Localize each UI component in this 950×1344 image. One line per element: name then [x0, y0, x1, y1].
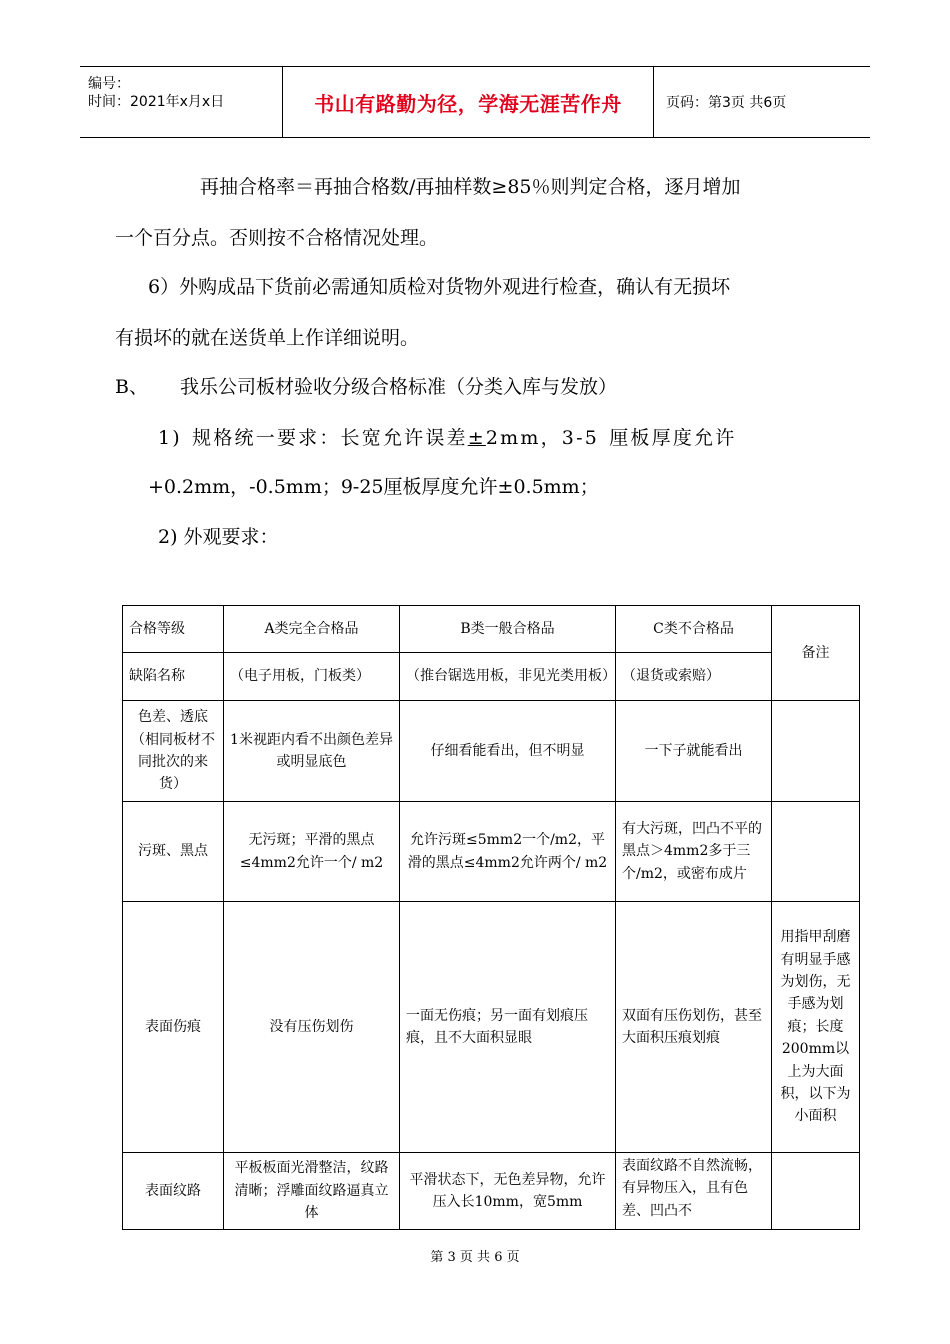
col-sub-c: （退货或索赔） [616, 653, 772, 701]
col-header-note: 备注 [772, 606, 860, 701]
row-class-c: 表面纹路不自然流畅，有异物压入，且有色差、凹凸不 [616, 1153, 772, 1230]
row-class-c: 双面有压伤划伤，甚至大面积压痕划痕 [616, 902, 772, 1153]
section-b-marker: B、 [115, 376, 148, 398]
col-sub-b: （推台锯选用板，非见光类用板） [400, 653, 616, 701]
row-class-a: 1米视距内看不出颜色差异或明显底色 [224, 701, 400, 802]
grading-table [122, 605, 860, 1230]
requirement-1-cont: +0.2mm，-0.5mm；9-25厘板厚度允许±0.5mm； [148, 476, 599, 498]
row-defect-name: 污斑、黑点 [123, 802, 224, 902]
paragraph-resample-rate-cont: 一个百分点。否则按不合格情况处理。 [115, 227, 439, 249]
grade-label: 合格等级 [123, 606, 224, 653]
row-class-a: 平板板面光滑整洁，纹路清晰；浮雕面纹路逼真立体 [224, 1153, 400, 1230]
header-motto-cell [283, 67, 654, 137]
row-note: 用指甲刮磨有明显手感为划伤，无手感为划痕；长度200mm以上为大面积，以下为小面积 [772, 902, 860, 1153]
requirement-2: 2) 外观要求： [158, 526, 279, 548]
paragraph-item-6: 6）外购成品下货前必需通知质检对货物外观进行检查，确认有无损坏 [148, 276, 731, 298]
requirement-1 [158, 423, 736, 450]
col-header-c: C类不合格品 [616, 606, 772, 653]
row-class-a: 无污斑；平滑的黑点≤4mm2允许一个/ m2 [224, 802, 400, 902]
row-defect-name: 色差、透底（相同板材不同批次的来货） [123, 701, 224, 802]
defect-label: 缺陷名称 [123, 653, 224, 701]
header-motto: 书山有路勤为径，学海无涯苦作舟 [314, 91, 622, 116]
page-footer: 第 3 页 共 6 页 [430, 1250, 520, 1265]
requirement-1-text-cont: 2mm，3-5 厘板厚度允许 [485, 427, 737, 449]
row-note [772, 802, 860, 902]
row-note [772, 1153, 860, 1230]
paragraph-item-6-cont: 有损坏的就在送货单上作详细说明。 [115, 327, 420, 349]
header-number: 编号： [88, 76, 130, 92]
table-header-row [123, 606, 860, 653]
row-defect-name: 表面伤痕 [123, 902, 224, 1153]
table-row [123, 701, 860, 802]
row-class-b: 允许污斑≤5mm2一个/m2，平滑的黑点≤4mm2允许两个/ m2 [400, 802, 616, 902]
section-b-title: 我乐公司板材验收分级合格标准（分类入库与发放） [180, 376, 618, 398]
col-header-a: A类完全合格品 [224, 606, 400, 653]
table-row [123, 902, 860, 1153]
col-header-b: B类一般合格品 [400, 606, 616, 653]
header-page-number: 页码：第3页 共6页 [666, 95, 787, 111]
row-class-b: 仔细看能看出，但不明显 [400, 701, 616, 802]
row-class-a: 没有压伤划伤 [224, 902, 400, 1153]
table-subheader-row [123, 653, 860, 701]
row-class-b: 一面无伤痕；另一面有划痕压痕，且不大面积显眼 [400, 902, 616, 1153]
col-sub-a: （电子用板，门板类） [224, 653, 400, 701]
header-time: 时间：2021年x月x日 [88, 94, 225, 110]
row-class-b: 平滑状态下，无色差异物，允许压入长10mm，宽5mm [400, 1153, 616, 1230]
row-class-c: 一下子就能看出 [616, 701, 772, 802]
table-row [123, 1153, 860, 1230]
row-note [772, 701, 860, 802]
page-header [80, 66, 870, 138]
table-row [123, 802, 860, 902]
row-defect-name: 表面纹路 [123, 1153, 224, 1230]
tolerance-symbol: ± [467, 427, 486, 449]
paragraph-resample-rate: 再抽合格率＝再抽合格数/再抽样数≥85％则判定合格，逐月增加 [200, 176, 741, 198]
requirement-1-text: 1) 规格统一要求：长宽允许误差 [158, 427, 468, 449]
row-class-c: 有大污斑，凹凸不平的黑点＞4mm2多于三个/m2，或密布成片 [616, 802, 772, 902]
header-meta [80, 67, 283, 137]
